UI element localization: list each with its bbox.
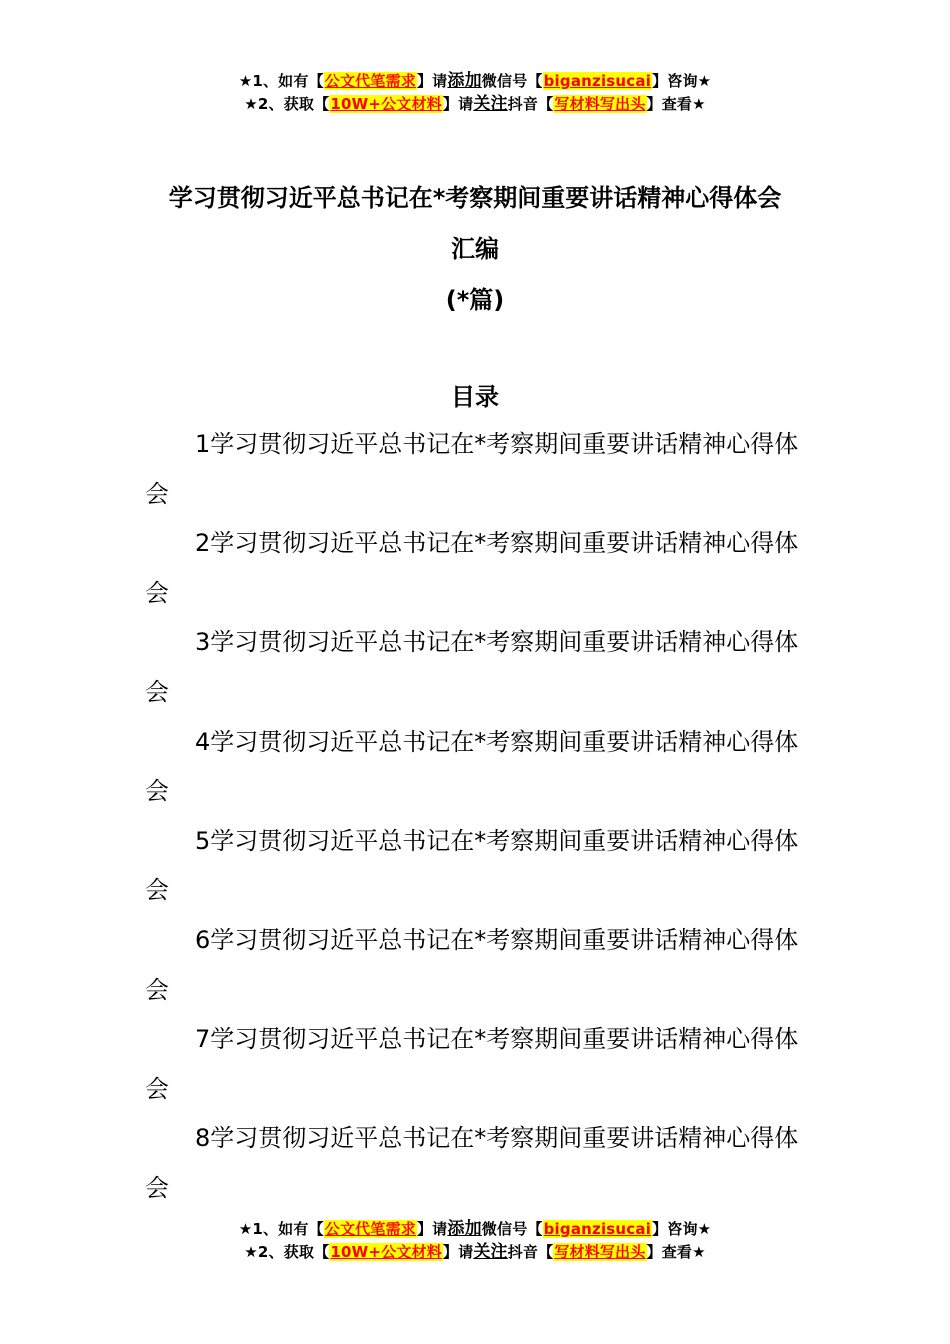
document-title: 学习贯彻习近平总书记在*考察期间重要讲话精神心得体会 bbox=[168, 184, 782, 212]
banner-text: ★1、如有【 bbox=[238, 72, 324, 90]
banner-text: 】请 bbox=[442, 95, 474, 113]
document-title-continued: 汇编 bbox=[451, 235, 499, 263]
banner-text: ★2、获取【 bbox=[244, 95, 330, 113]
follow-emphasis: 关注 bbox=[473, 1242, 508, 1262]
footer-banner bbox=[0, 1218, 950, 1264]
banner-line-2 bbox=[0, 93, 950, 116]
ghostwriting-highlight[interactable]: 公文代笔需求 bbox=[324, 1220, 416, 1238]
banner-line-1 bbox=[0, 70, 950, 93]
toc-item[interactable]: 5学习贯彻习近平总书记在*考察期间重要讲话精神心得体会 bbox=[145, 826, 799, 905]
banner-text: 抖音【 bbox=[507, 95, 554, 113]
toc-item[interactable]: 6学习贯彻习近平总书记在*考察期间重要讲话精神心得体会 bbox=[145, 925, 799, 1004]
banner-text: 】咨询★ bbox=[652, 1220, 712, 1238]
follow-emphasis: 关注 bbox=[473, 94, 508, 114]
materials-highlight[interactable]: 10W+公文材料 bbox=[330, 1243, 442, 1261]
banner-text: 】查看★ bbox=[646, 95, 706, 113]
banner-text: 】查看★ bbox=[646, 1243, 706, 1261]
wechat-id-highlight[interactable]: biganzisucai bbox=[543, 1220, 652, 1238]
table-of-contents bbox=[145, 420, 805, 1214]
toc-item[interactable]: 1学习贯彻习近平总书记在*考察期间重要讲话精神心得体会 bbox=[145, 430, 799, 508]
banner-text: 】请 bbox=[416, 1220, 448, 1238]
add-emphasis: 添加 bbox=[447, 71, 482, 91]
toc-item[interactable]: 7学习贯彻习近平总书记在*考察期间重要讲话精神心得体会 bbox=[145, 1025, 799, 1103]
banner-text: 】咨询★ bbox=[652, 72, 712, 90]
materials-highlight[interactable]: 10W+公文材料 bbox=[330, 95, 442, 113]
toc-item[interactable]: 4学习贯彻习近平总书记在*考察期间重要讲话精神心得体会 bbox=[145, 727, 799, 806]
wechat-id-highlight[interactable]: biganzisucai bbox=[543, 72, 652, 90]
header-banner bbox=[0, 70, 950, 116]
toc-heading: 目录 bbox=[451, 383, 499, 411]
banner-text: 】请 bbox=[442, 1243, 474, 1261]
toc-item[interactable]: 8学习贯彻习近平总书记在*考察期间重要讲话精神心得体会 bbox=[145, 1124, 799, 1202]
banner-text: ★2、获取【 bbox=[244, 1243, 330, 1261]
banner-text: 微信号【 bbox=[481, 1220, 543, 1238]
ghostwriting-highlight[interactable]: 公文代笔需求 bbox=[324, 72, 416, 90]
douyin-account-highlight[interactable]: 写材料写出头 bbox=[554, 1243, 646, 1261]
add-emphasis: 添加 bbox=[447, 1219, 482, 1239]
banner-line-1 bbox=[0, 1218, 950, 1241]
banner-text: 】请 bbox=[416, 72, 448, 90]
banner-text: 抖音【 bbox=[507, 1243, 554, 1261]
banner-line-2 bbox=[0, 1241, 950, 1264]
douyin-account-highlight[interactable]: 写材料写出头 bbox=[554, 95, 646, 113]
banner-text: ★1、如有【 bbox=[238, 1220, 324, 1238]
toc-item[interactable]: 2学习贯彻习近平总书记在*考察期间重要讲话精神心得体会 bbox=[145, 529, 799, 607]
banner-text: 微信号【 bbox=[481, 72, 543, 90]
document-subtitle-count: (*篇) bbox=[445, 286, 505, 314]
toc-item[interactable]: 3学习贯彻习近平总书记在*考察期间重要讲话精神心得体会 bbox=[145, 628, 799, 706]
